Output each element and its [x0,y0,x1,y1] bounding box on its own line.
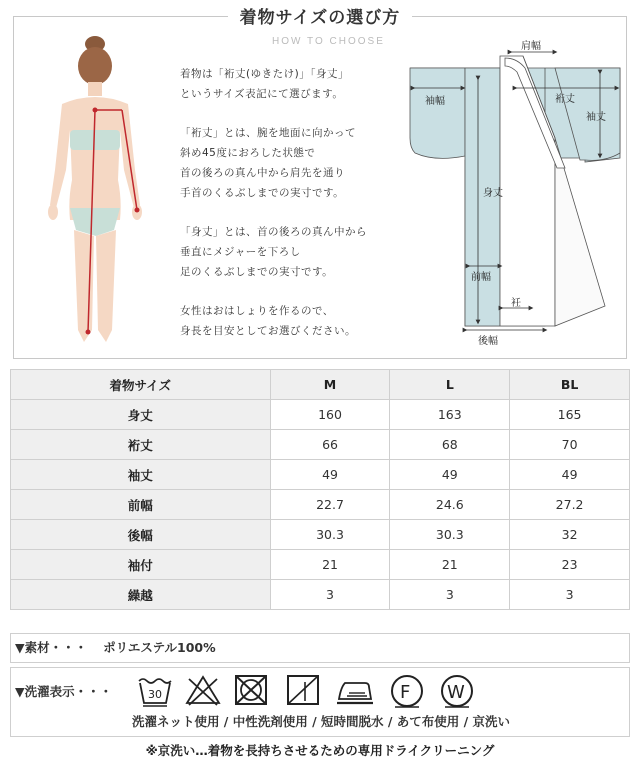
table-cell: 66 [270,430,390,460]
wash-care-box [10,667,630,737]
label-ushirohaba: 後幅 [478,336,498,347]
page-subtitle: HOW TO CHOOSE [272,36,385,47]
row-label: 前幅 [11,490,271,520]
table-header-cell: L [390,370,510,400]
paragraph-intro: 着物は「裄丈(ゆきたけ)」「身丈」 というサイズ表記にて選びます。 [180,68,349,100]
table-cell: 49 [390,460,510,490]
table-cell: 27.2 [510,490,630,520]
material-label: ▼素材・・・ [15,640,88,655]
table-header-row [11,370,630,400]
row-label: 繰越 [11,580,271,610]
table-header-cell: BL [510,370,630,400]
table-cell: 22.7 [270,490,390,520]
row-label: 裄丈 [11,430,271,460]
page-title: 着物サイズの選び方 [228,3,413,28]
table-cell: 3 [390,580,510,610]
material-box [10,633,630,663]
tub-temp-label: 30 [148,688,162,701]
table-cell: 49 [510,460,630,490]
row-label: 袖丈 [11,460,271,490]
table-row [11,580,630,610]
body-figure-illustration [40,30,150,350]
wash-label: ▼洗濯表示・・・ [15,684,113,699]
table-row [11,490,630,520]
table-row [11,430,630,460]
table-cell: 30.3 [390,520,510,550]
table-cell: 68 [390,430,510,460]
wet-clean-w-icon [439,673,475,709]
table-cell: 24.6 [390,490,510,520]
no-tumble-dry-icon [233,673,269,707]
table-cell: 3 [510,580,630,610]
table-cell: 21 [390,550,510,580]
table-row [11,460,630,490]
material-value: ポリエステル100% [103,640,216,655]
table-cell: 3 [270,580,390,610]
paragraph-yukitake: 「裄丈」とは、腕を地面に向かって 斜め45度におろした状態で 首の後ろの真ん中から肩先を通り 手首のくるぶしまでの実寸です。 [180,127,356,199]
table-cell: 32 [510,520,630,550]
table-cell: 160 [270,400,390,430]
table-header-cell: 着物サイズ [11,370,271,400]
wash-tub-30-icon [137,673,173,707]
row-label: 後幅 [11,520,271,550]
circle-f-letter: F [400,682,411,703]
label-okumi: 衽 [511,298,521,309]
footnote: ※京洗い…着物を長持ちさせるための専用ドライクリーニング [145,743,495,758]
table-cell: 49 [270,460,390,490]
dry-clean-f-icon [389,673,425,709]
circle-w-letter: W [447,682,465,703]
table-row [11,550,630,580]
kimono-diagram [405,38,625,350]
paragraph-advice: 女性はおはしょりを作るので、 身長を目安としてお選びください。 [180,305,356,337]
label-mitake: 身丈 [483,188,503,199]
label-yukitake: 裄丈 [555,94,575,105]
row-label: 袖付 [11,550,271,580]
table-row [11,520,630,550]
paragraph-mitake: 「身丈」とは、首の後ろの真ん中から 垂直にメジャーを下ろし 足のくるぶしまでの実寸です。 [180,226,367,278]
shade-line-dry-icon [285,673,321,707]
label-sodehaba: 袖幅 [425,96,445,107]
title-wrap [0,3,640,28]
label-katahaba: 肩幅 [521,41,541,52]
label-sodetake: 袖丈 [586,112,606,123]
table-cell: 23 [510,550,630,580]
table-cell: 21 [270,550,390,580]
row-label: 身丈 [11,400,271,430]
table-cell: 30.3 [270,520,390,550]
description-text [180,64,410,360]
table-header-cell: M [270,370,390,400]
table-cell: 165 [510,400,630,430]
iron-with-cloth-icon [335,673,375,707]
table-cell: 163 [390,400,510,430]
wash-caption: 洗濯ネット使用 / 中性洗剤使用 / 短時間脱水 / あて布使用 / 京洗い [131,714,511,729]
label-maehaba: 前幅 [471,272,491,283]
table-cell: 70 [510,430,630,460]
no-bleach-icon [185,673,221,707]
size-table [10,369,630,610]
table-row [11,400,630,430]
